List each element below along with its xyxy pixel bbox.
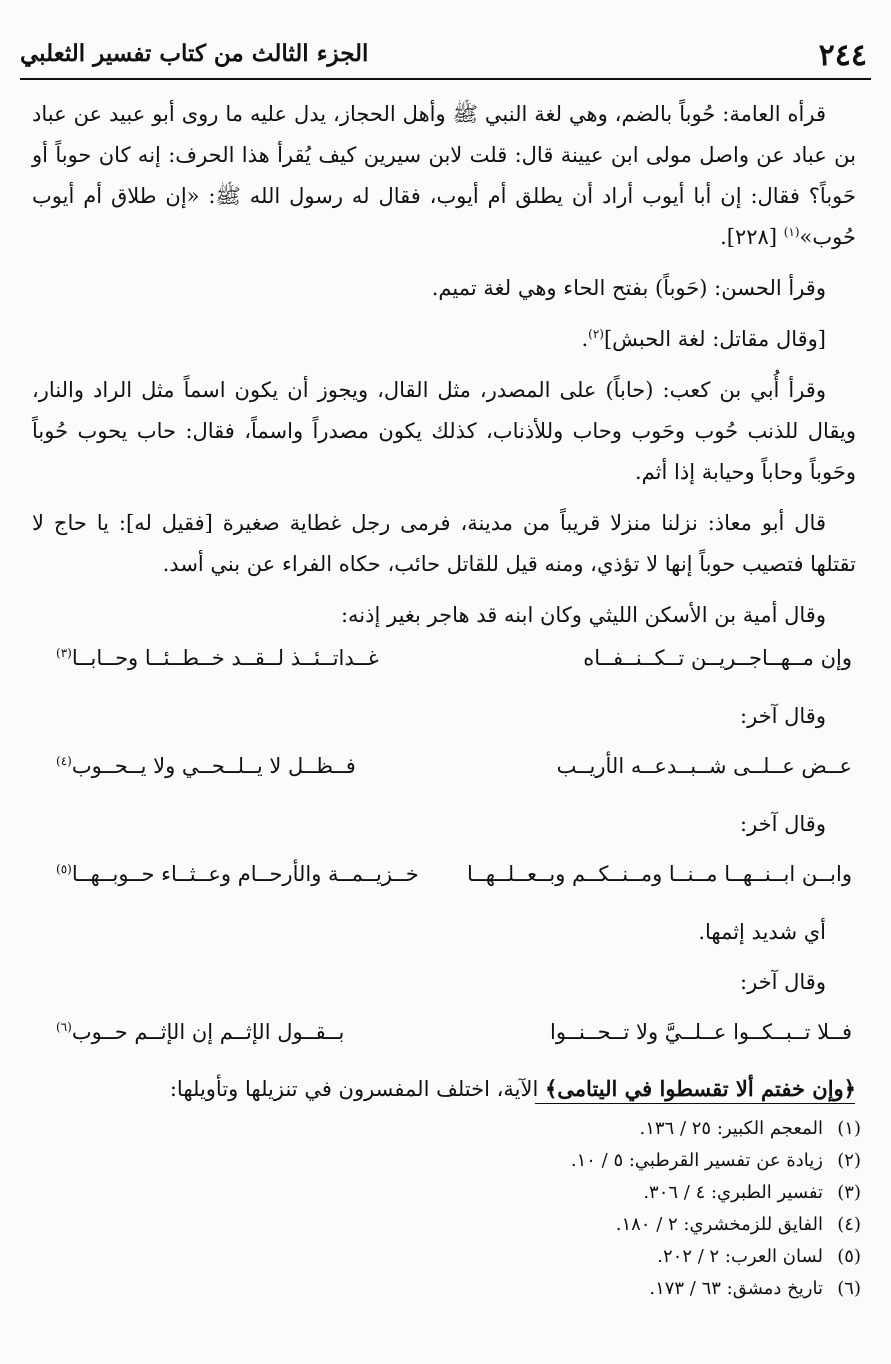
footnote-ref: (١) [783,225,800,239]
footnote-ref: (٦) [56,1020,72,1034]
page-number: ٢٤٤ [818,38,867,73]
footnotes [571,1113,861,1305]
footnote-text: زيادة عن تفسير القرطبي: ٥ / ١٠. [570,1150,823,1171]
footnote-text: الفايق للزمخشري: ٢ / ١٨٠. [615,1214,823,1235]
footnote-number: (٤) [837,1214,861,1235]
footnote-number: (١) [837,1118,861,1139]
poem-verse [32,744,856,802]
hemistich-text: خــزيــمــة والأرحــام وعــثــاء حــوبــهــا [71,862,419,886]
footnote-number: (٦) [837,1278,861,1299]
footnote-number: (٥) [837,1246,861,1267]
verse-first-hemistich: وابــن ابــنــهــا مــنــا ومــنــكــم وبــعــلــهــا [467,862,852,886]
paragraph-ubayy: وقرأ أُبي بن كعب: (حاباً) على المصدر، مثل القال، ويجوز أن يكون اسماً مثل الراد والنار، ويقال للذنب حُوب وحَوب وحاب وللأذناب، كذلك يكون مصدراً واسماً، فقال: حاب يحوب حُوباً وحَوباً وحاباً وحيابة إذا أثم. [32,378,856,484]
hemistich-text: غــداتــئــذ لــقــد خــطــئــا وحــابــا [71,646,379,670]
footnote [571,1177,861,1209]
verse-first-hemistich: وإن مــهــاجــريــن تــكــنــفــاه [583,646,852,670]
hemistich-text: بــقــول الإثــم إن الإثــم حــوب [71,1020,345,1044]
verse-first-hemistich: فــلا تــبــكــوا عــلــيَّ ولا تــحــنــوا [550,1020,852,1044]
footnote-text: لسان العرب: ٢ / ٢٠٢. [657,1246,823,1267]
paragraph-umayya: وقال أمية بن الأسكن الليثي وكان ابنه قد هاجر بغير إذنه: [340,603,826,627]
paragraph-muqatil [32,319,856,360]
verse-second-hemistich [56,754,356,778]
footnote-ref: (٤) [56,754,72,768]
footnote [571,1273,861,1305]
verse-gloss: أي شديد إثمها. [698,920,826,944]
footnote [571,1241,861,1273]
paragraph-abu-muadh: قال أبو معاذ: نزلنا منزلا قريباً من مدينة، فرمى رجل غطاية صغيرة [فقيل له]: يا حاج لا تقتلها فتصيب حوباً إنها لا تؤذي، ومنه قيل للقاتل حائب، حكاه الفراء عن بني أسد. [32,511,856,576]
footnote-text: تفسير الطبري: ٤ / ٣٠٦. [643,1182,823,1203]
paragraph-qiraat-amma [32,94,856,258]
footnote-ref: (٣) [56,646,72,660]
intro-other-poet: وقال آخر: [740,704,826,728]
intro-other-poet: وقال آخر: [740,970,826,994]
paragraph-text: [وقال مقاتل: لغة الحبش] [603,327,826,351]
quran-verse: ﴿وإن خفتم ألا تقسطوا في اليتامى﴾ [544,1076,856,1101]
page-header [20,32,871,80]
footnote-text: المعجم الكبير: ٢٥ / ١٣٦. [639,1118,823,1139]
paragraph-text: قرأه العامة: حُوباً بالضم، وهي لغة النبي ﷺ وأهل الحجاز، يدل عليه ما روى أبو عبيد عن عباد بن عباد عن واصل مولى ابن عيينة قال: قلت لابن سيرين كيف يُقرأ هذا الحرف: إنه كان حوباً أو حَوباً؟ فقال: إن أبا أيوب أراد أن يطلق أم أيوب، فقال له رسول الله ﷺ: «إن طلاق أم أيوب حُوب» [32,102,856,249]
paragraph-text: . [581,327,589,351]
running-title: الجزء الثالث من كتاب تفسير الثعلبي [20,40,369,67]
footnote [571,1113,861,1145]
header-rule [20,78,871,80]
paragraph-qiraat-hasan: وقرأ الحسن: (حَوباً) بفتح الحاء وهي لغة تميم. [431,276,826,300]
main-text [32,94,856,1110]
footnote [571,1145,861,1177]
paragraph-text: الآية، اختلف المفسرون في تنزيلها وتأويلها: [169,1077,545,1101]
verse-second-hemistich [56,646,379,670]
footnote-ref: (٢) [588,327,604,341]
footnote-ref: (٥) [56,862,72,876]
footnote-number: (٢) [837,1150,861,1171]
verse-second-hemistich [56,1020,344,1044]
verse-second-hemistich [56,862,419,886]
intro-other-poet: وقال آخر: [740,812,826,836]
poem-verse [32,636,856,694]
verse-first-hemistich: عــض عــلــى شــبــدعــه الأريــب [556,754,852,778]
footnote-rule [535,1103,855,1104]
poem-verse [32,1010,856,1068]
poem-verse [32,852,856,910]
paragraph-text: [٢٢٨]. [720,225,784,249]
hemistich-text: فــظــل لا يــلــحــي ولا يــحــوب [71,754,356,778]
footnote-number: (٣) [837,1182,861,1203]
footnote-text: تاريخ دمشق: ٦٣ / ١٧٣. [649,1278,823,1299]
footnote [571,1209,861,1241]
